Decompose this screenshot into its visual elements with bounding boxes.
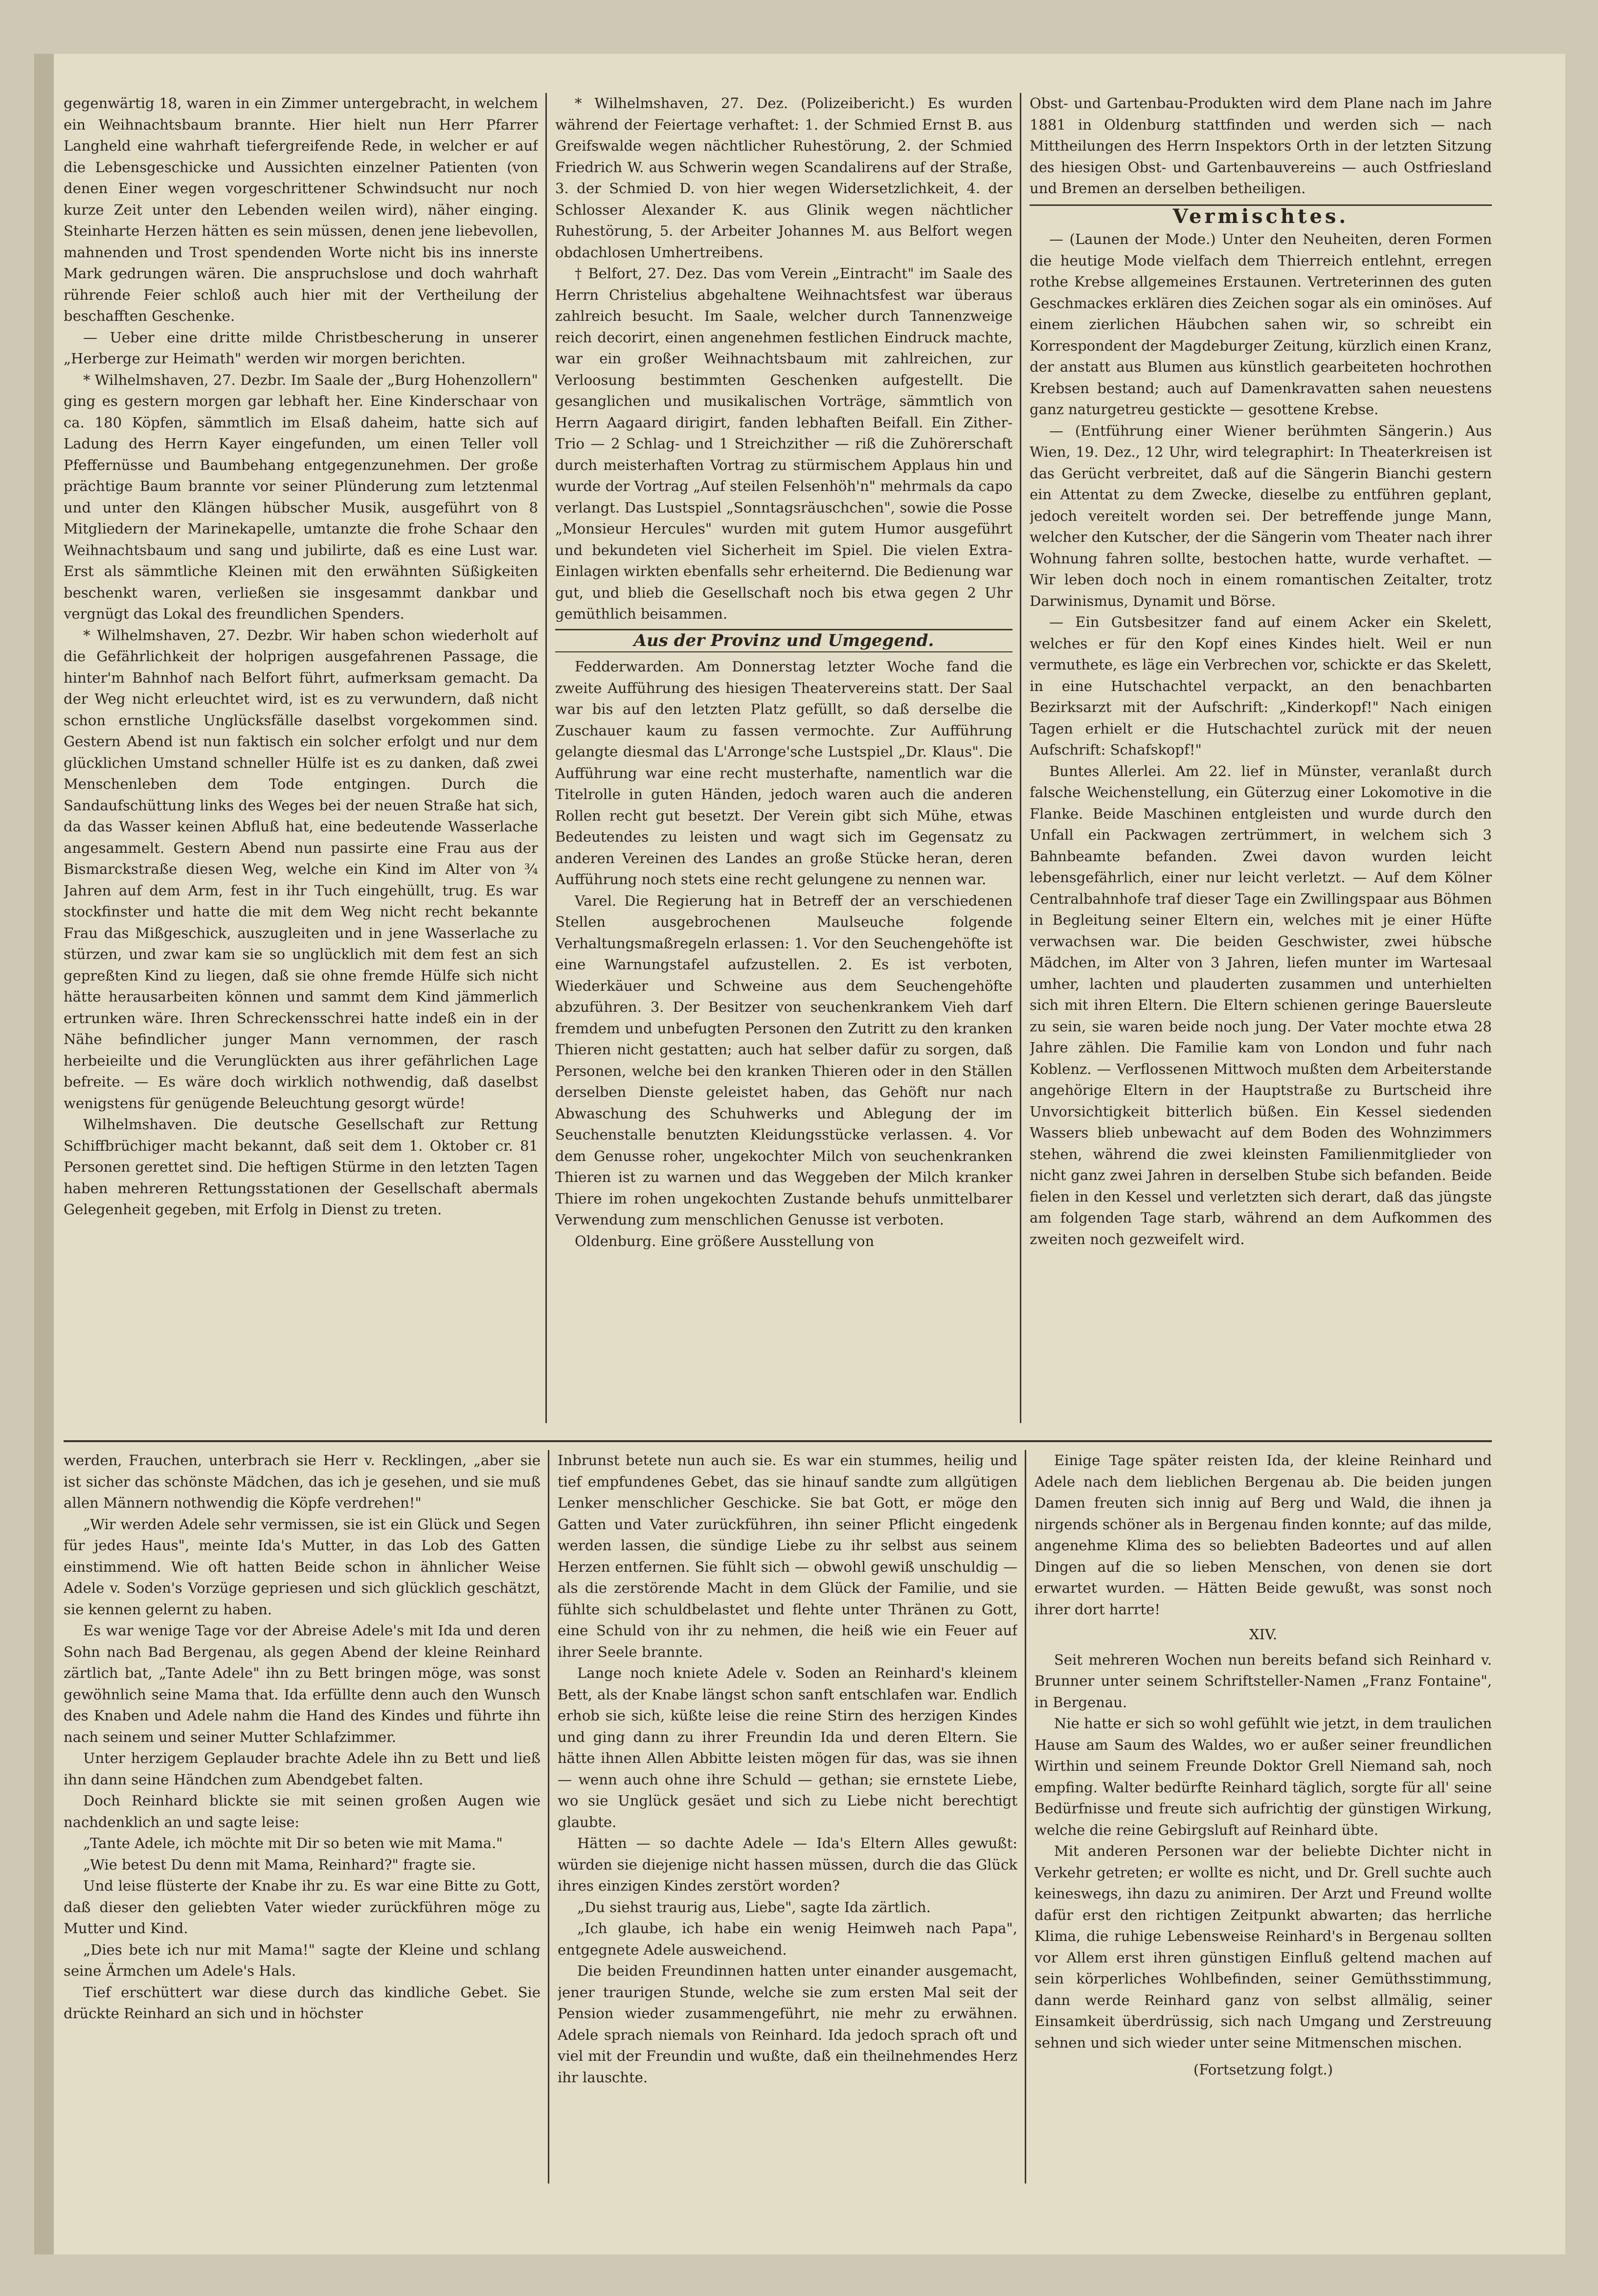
paragraph: — Ueber eine dritte milde Christbescherung in unserer „Herberge zur Heimath" werden wir morgen berichten. [64, 329, 538, 367]
paragraph: Einige Tage später reisten Ida, der kleine Reinhard und Adele nach dem lieblichen Bergenau ab. Die beiden jungen Damen freuten sich innig auf Berg und Wald, die ihnen ja nirgends schöner als in Bergenau finden konnte; auf das milde, angenehme Klima des so beliebten Badeortes und auf allen Dingen auf die so lieben Menschen, von denen sie dort erwartet wurden. — Hätten Beide gewußt, was sonst noch ihrer dort harrte! [1035, 1452, 1492, 1618]
paragraph: „Du siehst traurig aus, Liebe", sagte Ida zärtlich. [577, 1898, 931, 1916]
continuation-note: (Fortsetzung folgt.) [1193, 2061, 1333, 2078]
paragraph: Varel. Die Regierung hat in Betreff der an verschiedenen Stellen ausgebrochenen Maulseuche folgende Verhaltungsmaßregeln erlassen: 1. Vor den Seuchengehöfte ist eine Warnungstafel aufzustellen. 2. Es ist verboten, Wiederkäuer und Schweine aus dem Seuchengehöfte abzuführen. 3. Der Besitzer von seuchenkrankem Vieh darf fremdem und unbefugten Personen den Zutritt zu den kranken Thieren nicht gestatten; auch hat selber dafür zu sorgen, daß Personen, welche bei den kranken Thieren oder in den Ställen derselben Dienste geleistet haben, das Gehöft nur nach Abwaschung des Schuhwerks und Ablegung der im Seuchenstalle benutzten Kleidungsstücke verlassen. 4. Vor dem Genusse roher, ungekochter Milch von seuchenkranken Thieren ist zu warnen und das Weggeben der Milch kranker Thiere im rohen ungekochten Zustande behufs unmittelbarer Verwendung zum menschlichen Genusse ist verboten. [555, 892, 1013, 1228]
paragraph: „Ich glaube, ich habe ein wenig Heimweh nach Papa", entgegnete Adele ausweichend. [558, 1920, 1017, 1958]
column-divider [1020, 93, 1021, 1423]
bottom-column-1 [64, 1450, 540, 2193]
paragraph: Mit anderen Personen war der beliebte Dichter nicht in Verkehr getreten; er wollte es nicht, und Dr. Grell suchte auch keineswegs, ihn dazu zu animiren. Der Arzt und Freund wollte dafür erst den richtigen Zeitpunkt abwarten; das herrliche Klima, die ruhige Lebensweise Reinhard's in Bergenau sollten vor Allem erst ihren günstigen Einfluß geltend machen auf sein körperliches Wohlbefinden, seiner Gemüthsstimmung, dann werde Reinhard ganz von selbst allmälig, seiner Einsamkeit überdrüssig, sich nach Umgang und Zerstreuung sehnen und sich wieder unter seine Mitmenschen mischen. [1035, 1843, 1492, 2051]
paragraph: gegenwärtig 18, waren in ein Zimmer untergebracht, in welchem ein Weihnachtsbaum brannte. Hier hielt nun Herr Pfarrer Langheld eine wahrhaft tiefergreifende Rede, in welcher er auf die Lebensgeschicke und Aussichten einzelner Patienten (von denen Einer wegen vorgeschrittener Schwindsucht nur noch kurze Zeit unter den Lebenden weilen wird), näher einging. Steinharte Herzen hätten es sein müssen, denen jene liebevollen, mahnenden und Trost spendenden Worte nicht bis ins innerste Mark gedrungen wären. Die anspruchslose und doch wahrhaft rührende Feier schloß auch hier mit der Vertheilung der beschafften Geschenke. [64, 95, 538, 324]
paragraph: „Wie betest Du denn mit Mama, Reinhard?" fragte sie. [83, 1856, 476, 1873]
paragraph: Lange noch kniete Adele v. Soden an Reinhard's kleinem Bett, als der Knabe längst schon sanft entschlafen war. Endlich erhob sie sich, küßte leise die reine Stirn des herzigen Kindes und ging dann zu ihrer Freundin Ida und deren Eltern. Sie hätte ihnen Allen Abbitte leisten mögen für das, was sie ihnen — wenn auch ohne ihre Schuld — gethan; sie ernstete Liebe, wo sie Unglück gesäet und sich zu Liebe nicht berechtigt glaubte. [558, 1665, 1017, 1830]
paragraph: Nie hatte er sich so wohl gefühlt wie jetzt, in dem traulichen Hause am Saum des Waldes, wo er außer seiner freundlichen Wirthin und seinem Freunde Doktor Grell Niemand sah, noch empfing. Walter bedürfte Reinhard täglich, sorgte für all' seine Bedürfnisse und freute sich aufrichtig der günstigen Wirkung, welche die reine Gebirgsluft auf Reinhard übte. [1035, 1715, 1492, 1838]
column-divider [1025, 1450, 1026, 2184]
paragraph: — Ein Gutsbesitzer fand auf einem Acker ein Skelett, welches er für den Kopf eines Kindes hielt. Weil er nun vermuthete, es läge ein Verbrechen vor, schickte er das Skelett, in eine Hutschachtel verpackt, an den benachbarten Bezirksarzt mit der Aufschrift: „Kinderkopf!" Nach einigen Tagen erhielt er die Hutschachtel zurück mit der neuen Aufschrift: Schafskopf!" [1030, 614, 1492, 758]
paragraph: Buntes Allerlei. Am 22. lief in Münster, veranlaßt durch falsche Weichenstellung, ein Güterzug einer Lokomotive in die Flanke. Beide Maschinen entgleisten und wurde durch den Unfall ein Packwagen zertrümmert, in welchem sich 3 Bahnbeamte befanden. Zwei davon wurden leicht lebensgefährlich, einer nur leicht verletzt. — Auf dem Kölner Centralbahnhofe traf dieser Tage ein Zwillingspaar aus Böhmen in Begleitung seiner Eltern ein, welches mit je einer Hüfte verwachsen war. Die beiden Geschwister, zwei hübsche Mädchen, im Alter von 3 Jahren, liefen munter im Wartesaal umher, lachten und plauderten zusammen und unterhielten sich mit ihren Eltern. Die Eltern schienen geringe Bauersleute zu sein, sie waren beide noch jung. Der Vater mochte etwa 28 Jahre zählen. Die Familie kam von London und fuhr nach Koblenz. — Verflossenen Mittwoch mußten dem Arbeiterstande angehörige Eltern in der Hauptstraße zu Burtscheid ihre Unvorsichtigkeit bitterlich büßen. Ein Kessel siedenden Wassers blieb unbewacht auf dem Boden des Wohnzimmers stehen, während die zwei kleinsten Familienmitglieder von nicht ganz zwei Jahren in derselben Stube sich befanden. Beide fielen in den Kessel und verletzten sich derart, daß das jüngste am folgenden Tage starb, während an dem Aufkommen des zweiten noch gezweifelt wird. [1030, 762, 1492, 1248]
paragraph: Fedderwarden. Am Donnerstag letzter Woche fand die zweite Aufführung des hiesigen Theatervereins statt. Der Saal war bis auf den letzten Platz gefüllt, so daß derselbe die Zuschauer kaum zu fassen vermochte. Zur Aufführung gelangte diesmal das L'Arronge'sche Lustspiel „Dr. Klaus". Die Aufführung war eine recht musterhafte, namentlich war die Titelrolle in guten Händen, jedoch waren auch die anderen Rollen recht gut besetzt. Der Verein gibt sich Mühe, etwas Bedeutendes zu leisten und wagt sich im Gegensatz zu anderen Vereinen des Landes an große Stücke heran, deren Aufführung noch stets eine recht gelungene zu nennen war. [555, 658, 1013, 888]
section-heading: Vermischtes. [1030, 204, 1492, 227]
paragraph: Tief erschüttert war diese durch das kindliche Gebet. Sie drückte Reinhard an sich und in höchster [64, 1984, 540, 2022]
paragraph: Oldenburg. Eine größere Ausstellung von [575, 1232, 875, 1249]
binding-edge [34, 54, 54, 2254]
paragraph: † Belfort, 27. Dez. Das vom Verein „Eintracht" im Saale des Herrn Christelius abgehaltene Weihnachtsfest war überaus zahlreich besucht. Im Saale, welcher durch Tannenzweige reich decorirt, einen angenehmen festlichen Eindruck machte, war ein großer Weihnachtsbaum mit zahlreichen, zur Verloosung bestimmten Geschenken aufgestellt. Die gesanglichen und musikalischen Vorträge, sämmtlich von Herrn Aagaard dirigirt, fanden lebhaften Beifall. Ein Zither-Trio — 2 Schlag- und 1 Streichzither — riß die Zuhörerschaft durch meisterhaften Vortrag zu stürmischem Applaus hin und wurde der Vortrag „Auf steilen Felsenhöh'n" mehrmals da capo verlangt. Das Lustspiel „Sonntagsräuschchen", sowie die Posse „Monsieur Hercules" wurden mit gutem Humor ausgeführt und bekundeten viel Sicherheit im Spiel. Die vielen Extra-Einlagen wirkten ebenfalls sehr erheiternd. Die Bedienung war gut, und blieb die Gesellschaft noch bis etwa gegen 2 Uhr gemüthlich beisammen. [555, 265, 1013, 622]
top-column-3 [1030, 93, 1492, 1433]
paragraph: * Wilhelmshaven, 27. Dezbr. Wir haben schon wiederholt auf die Gefährlichkeit der holprigen ausgefahrenen Passage, die hinter'm Bahnhof nach Belfort führt, aufmerksam gemacht. Da der Weg nicht erleuchtet wird, ist es zu verwundern, daß nicht schon ernstliche Unglücksfälle daselbst vorgekommen sind. Gestern Abend ist nun faktisch ein solcher erfolgt und nur dem glücklichen Umstand schneller Hülfe ist es zu danken, daß zwei Menschenleben dem Tode entgingen. Durch die Sandaufschüttung links des Weges bei der neuen Straße hat sich, da das Wasser keinen Abfluß hat, eine bedeutende Wasserlache angesammelt. Gestern Abend nun passirte eine Frau aus der Bismarckstraße diesen Weg, welche ein Kind im Alter von ¾ Jahren auf dem Arm, fest in ihr Tuch eingehüllt, trug. Es war stockfinster und hatte die mit dem Weg nicht recht bekannte Frau das Mißgeschick, auszugleiten und in jene Wasserlache zu stürzen, und zwar kam sie so unglücklich mit dem fest an sich gepreßten Kind zu liegen, daß sie ohne fremde Hülfe sich nicht hätte herausarbeiten können und sammt dem Kind jämmerlich ertrunken wäre. Ihren Schreckensschrei hatte indeß ein in der Nähe befindlicher junger Mann vernommen, der rasch herbeieilte und die Verunglückten aus ihrer gefährlichen Lage befreite. — Es wäre doch wirklich nothwendig, daß daselbst wenigstens für genügende Beleuchtung gesorgt würde! [64, 626, 538, 1112]
paragraph: — (Launen der Mode.) Unter den Neuheiten, deren Formen die heutige Mode vielfach dem Thierreich entlehnt, erregen rothe Krebse allgemeines Erstaunen. Vertreterinnen des guten Geschmackes erklären dies Zeichen sogar als ein ominöses. Auf einem zierlichen Häubchen sahen wir, so schreibt ein Korrespondent der Magdeburger Zeitung, kürzlich einen Kranz, der anstatt aus Blumen aus künstlich gearbeiteten hochrothen Krebsen bestand; auch auf Damenkravatten sahen neuestens ganz naturgetreu gestickte — gesottene Krebse. [1030, 231, 1492, 418]
paragraph: * Wilhelmshaven, 27. Dez. (Polizeibericht.) Es wurden während der Feiertage verhaftet: 1. der Schmied Ernst B. aus Greifswalde wegen nächtlicher Ruhestörung, 2. der Schmied Friedrich W. aus Schwerin wegen Scandalirens auf der Straße, 3. der Schmied D. von hier wegen Widersetzlichkeit, 4. der Schlosser Alexander K. aus Glinik wegen nächtlicher Ruhestörung, 5. der Arbeiter Johannes M. aus Belfort wegen obdachlosen Umhertreibens. [555, 95, 1013, 261]
top-column-2 [555, 93, 1013, 1433]
section-heading: Aus der Provinz und Umgegend. [555, 629, 1013, 653]
paragraph: „Dies bete ich nur mit Mama!" sagte der Kleine und schlang seine Ärmchen um Adele's Hals. [64, 1941, 540, 1979]
paragraph: Seit mehreren Wochen nun bereits befand sich Reinhard v. Brunner unter seinem Schriftsteller-Namen „Franz Fontaine", in Bergenau. [1035, 1651, 1492, 1711]
chapter-number: XIV. [1249, 1626, 1278, 1643]
bottom-column-3 [1035, 1450, 1492, 2193]
top-column-1 [64, 93, 538, 1433]
paragraph: „Tante Adele, ich möchte mit Dir so beten wie mit Mama." [83, 1835, 503, 1851]
paragraph: Obst- und Gartenbau-Produkten wird dem Plane nach im Jahre 1881 in Oldenburg stattfinden und werden sich — nach Mittheilungen des Herrn Inspektors Orth in der letzten Sitzung des hiesigen Obst- und Gartenbauvereins — auch Ostfriesland und Bremen an derselben betheiligen. [1030, 95, 1492, 197]
paragraph: Wilhelmshaven. Die deutsche Gesellschaft zur Rettung Schiffbrüchiger macht bekannt, daß seit dem 1. Oktober cr. 81 Personen gerettet sind. Die heftigen Stürme in den letzten Tagen haben mehreren Rettungsstationen der Gesellschaft abermals Gelegenheit gegeben, mit Erfolg in Dienst zu treten. [64, 1116, 538, 1218]
paragraph: werden, Frauchen, unterbrach sie Herr v. Recklingen, „aber sie ist sicher das schönste Mädchen, das ich je gesehen, und sie muß allen Männern nothwendig die Köpfe verdrehen!" [64, 1452, 540, 1511]
paragraph: Inbrunst betete nun auch sie. Es war ein stummes, heilig und tief empfundenes Gebet, das sie hinauf sandte zum allgütigen Lenker menschlicher Geschicke. Sie bat Gott, er möge den Gatten und Vater zurückführen, ihn seiner Pflicht eingedenk werden lassen, die sündige Liebe zu ihr selbst aus seinem Herzen entfernen. Sie fühlt sich — obwohl gewiß unschuldig — als die zerstörende Macht in dem Glück der Familie, und sie fühlte sich schuldbelastet und flehte unter Thränen zu Gott, eine Schuld von ihr zu nehmen, die heiß wie ein Feuer auf ihrer Seele brannte. [558, 1452, 1017, 1660]
paragraph: Hätten — so dachte Adele — Ida's Eltern Alles gewußt: würden sie diejenige nicht hassen müssen, durch die das Glück ihres einzigen Kindes zerstört worden? [558, 1835, 1017, 1894]
newspaper-page [34, 54, 1565, 2254]
column-divider [548, 1450, 549, 2184]
section-divider [64, 1440, 1492, 1442]
paragraph: — (Entführung einer Wiener berühmten Sängerin.) Aus Wien, 19. Dez., 12 Uhr, wird telegraphirt: In Theaterkreisen ist das Gerücht verbreitet, daß auf die Sängerin Bianchi gestern ein Attentat zu dem Zwecke, dieselbe zu entführen geplant, jedoch vereitelt worden sei. Der betreffende junge Mann, welcher den Kutscher, der die Sängerin vom Theater nach ihrer Wohnung fahren sollte, bestochen hatte, wurde verhaftet. — Wir leben doch noch in einem romantischen Zeitalter, trotz Darwinismus, Dynamit und Börse. [1030, 422, 1492, 609]
paragraph: „Wir werden Adele sehr vermissen, sie ist ein Glück und Segen für jedes Haus", meinte Ida's Mutter, in das Lob des Gatten einstimmend. Wie oft hatten Beide schon in ähnlicher Weise Adele v. Soden's Vorzüge gepriesen und sich glücklich geschätzt, sie kennen gelernt zu haben. [64, 1516, 540, 1618]
paragraph: Doch Reinhard blickte sie mit seinen großen Augen wie nachdenklich an und sagte leise: [64, 1792, 540, 1830]
paragraph: * Wilhelmshaven, 27. Dezbr. Im Saale der „Burg Hohenzollern" ging es gestern morgen gar lebhaft her. Eine Kinderschaar von ca. 180 Köpfen, sämmtlich im Elsaß daheim, hatte sich auf Ladung des Herrn Kayer eingefunden, um einen Teller voll Pfeffernüsse und Baumbehang entgegenzunehmen. Der große prächtige Baum brannte vor seiner Plünderung zum letztenmal und unter den Klängen hübscher Musik, ausgeführt von 8 Mitgliedern der Marinekapelle, umtanzte die frohe Schaar den Weihnachtsbaum und sang und jubilirte, daß es eine Lust war. Erst als sämmtliche Kleinen mit den erwähnten Süßigkeiten beschenkt waren, verließen sie insgesammt dankbar und vergnügt das Lokal des freundlichen Spenders. [64, 371, 538, 622]
paragraph: Es war wenige Tage vor der Abreise Adele's mit Ida und deren Sohn nach Bad Bergenau, als gegen Abend der kleine Reinhard zärtlich bat, „Tante Adele" ihn zu Bett bringen möge, was sonst gewöhnlich seine Mama that. Ida erfüllte denn auch den Wunsch des Knaben und Adele nahm die Hand des Kindes und führte ihn nach seinem und seiner Mutter Schlafzimmer. [64, 1622, 540, 1745]
paragraph: Unter herzigem Geplauder brachte Adele ihn zu Bett und ließ ihn dann seine Händchen zum Abendgebet falten. [64, 1750, 540, 1788]
paragraph: Die beiden Freundinnen hatten unter einander ausgemacht, jener traurigen Stunde, welche sie zum ersten Mal seit der Pension wieder zusammengeführt, nie mehr zu erwähnen. Adele sprach niemals von Reinhard. Ida jedoch sprach oft und viel mit der Freundin und wußte, daß ein theilnehmendes Herz ihr lauschte. [558, 1962, 1017, 2086]
paragraph: Und leise flüsterte der Knabe ihr zu. Es war eine Bitte zu Gott, daß dieser den geliebten Vater wieder zurückführen möge zu Mutter und Kind. [64, 1877, 540, 1937]
bottom-column-2 [558, 1450, 1017, 2193]
column-divider [545, 93, 547, 1423]
